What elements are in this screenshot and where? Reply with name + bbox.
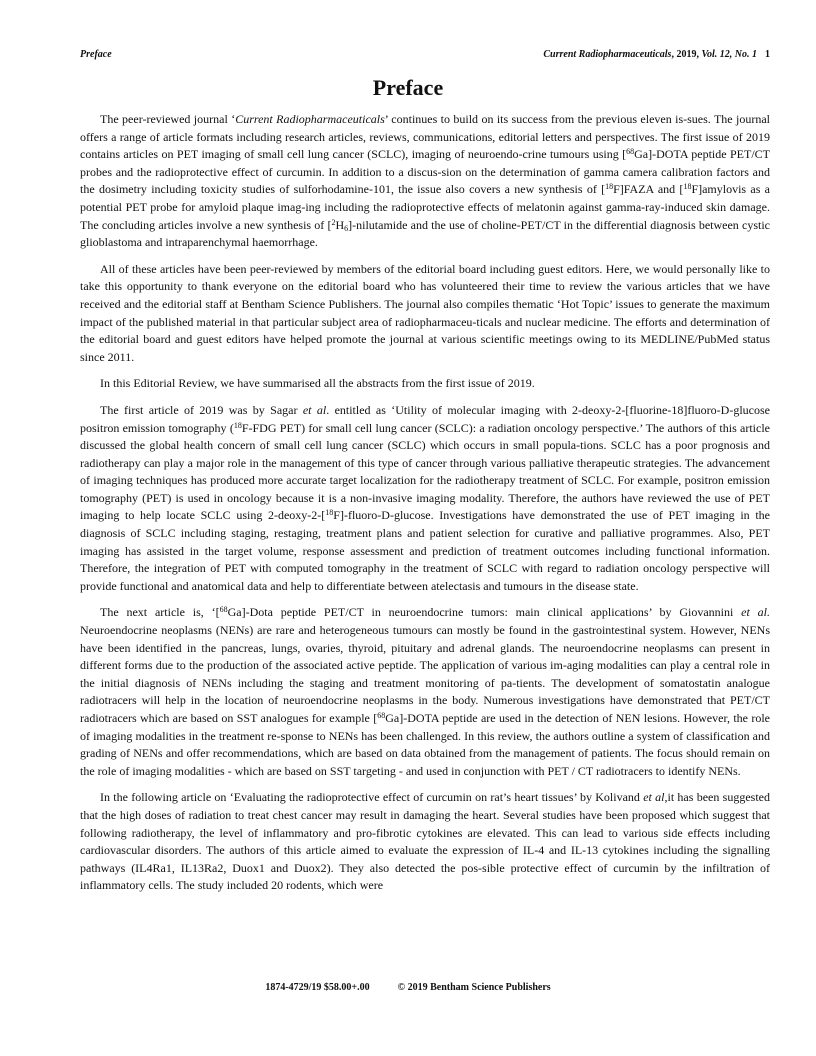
page-title: Preface <box>372 75 444 100</box>
text-run: H <box>335 217 345 232</box>
superscript: 2 <box>331 217 336 227</box>
paragraph-article-kolivand <box>80 789 770 895</box>
text-run: F]-fluoro-D-glucose. Investigations have demonstrated the use of PET imaging in the diagnosis of SCLC including staging, restaging, treatment plans and patient selection for curative and palliative programmes. Also, PET imaging has assisted in the target volume, response assessment and prediction of treatment outcomes including functional information. Therefore, the integration of PET with computed tomography in the treatment of SCLC with regard to radiation oncology perspective will provide functional and anatomical data and help to differentiate between atelectasis and tumours in the disease state. <box>80 508 770 593</box>
et-al-italic: et al. <box>741 605 770 620</box>
superscript: 18 <box>233 420 242 430</box>
text-run: F]FAZA and [ <box>613 182 684 197</box>
superscript: 18 <box>605 182 614 192</box>
superscript: 68 <box>377 711 386 720</box>
superscript: 18 <box>683 182 692 192</box>
text-run: In the following article on ‘Evaluating the radioprotective effect of curcumin on rat’s heart tissues’ by Kolivand <box>100 790 644 805</box>
superscript: 18 <box>325 508 334 518</box>
running-header-section: Preface <box>80 49 112 60</box>
text-run: . entitled as ‘Utility of molecular imaging with 2-deoxy-2-[fluorine-18]fluoro-D-glucose positron emission tomography ( <box>80 402 770 435</box>
text-run: F]amylovis as a potential PET probe for amyloid plaque imag-ing including the radioprotective effects of melatonin against gamma-ray-induced skin damage. The concluding articles involve a new synthesis of [ <box>80 182 770 232</box>
copyright-notice: © 2019 Bentham Science Publishers <box>397 982 551 993</box>
et-al-italic: et al <box>302 402 327 417</box>
text-run: ’ continues to build on its success from the previous eleven is-sues. The journal offers a range of article formats including research articles, reviews, communications, editorial letters and perspectives. The first issue of 2019 contains articles on PET imaging of small cell lung cancer (SCLC), imaging of neuroendo-crine tumours using [ <box>80 112 770 162</box>
superscript: 68 <box>219 605 228 615</box>
text-run: The next article is, ‘[ <box>100 605 220 620</box>
text-run: ]-nilutamide and the use of choline-PET/CT in the differential diagnosis between cystic glioblastoma and intraparenchymal haemorrhage. <box>80 217 770 250</box>
superscript: 68 <box>626 147 635 157</box>
paragraph-summary-intro: In this Editorial Review, we have summarised all the abstracts from the first issue of 2019. <box>100 376 535 391</box>
running-header-citation <box>543 48 770 62</box>
text-run: Neuroendocrine neoplasms (NENs) are rare and heterogeneous tumours can mostly be found in the gastrointestinal system. However, NENs have been identified in the pancreas, lungs, ovaries, thyroid, pituitary and adrenal glands. The neuroendocrine neoplasms can present in different forms due to the production of the associated active peptide. The application of various im-aging modalities can play a central role in the initial diagnosis of NENs including the staging and treatment monitoring of pa-tients. The development of somatostatin analogue radiotracers will help in the location of neuroendocrine neoplasms in the body. Numerous investigations have demonstrated that PET/CT radiotracers which are based on SST analogues for example [ <box>80 623 770 725</box>
text-run: F-FDG PET) for small cell lung cancer (SCLC): a radiation oncology perspective.’ The authors of this article discussed the global health concern of small cell lung cancer (SCLC) which occurs in small popula-tions. SCLC has a poor prognosis and radiotherapy can play a major role in the management of this type of cancer through various palliative therapeutic strategies. The advancement of imaging techniques has produced more accurate target localization for the radiotherapy treatment of SCLC. For example, positron emission tomography (PET) is used in oncology because it is a non-invasive imaging modality. Therefore, the authors have reviewed the use of PET imaging to help locate SCLC using 2-deoxy-2-[ <box>80 420 770 523</box>
paragraph-intro <box>80 111 770 252</box>
text-run: Ga]-DOTA peptide are used in the detection of NEN lesions. However, the role of imaging modalities in the treatment re-sponse to NENs has been challenged. In this review, the authors outline a system of classification and grading of NENs and offer recommendations, which are based on data obtained from the management of patients. The focus should remain on the role of imaging modalities - which are based on SST targeting - and used in conjunction with PET / CT radiotracers to identify NENs. <box>80 711 770 778</box>
et-al-italic: et al <box>643 790 665 805</box>
issn-price: 1874-4729/19 $58.00+.00 <box>265 982 370 993</box>
journal-name: Current Radiopharmaceuticals <box>543 49 672 60</box>
text-run: ,it has been suggested that the high doses of radiation to treat chest cancer may result in damaging the heart. Several studies have been proposed which suggest that following radiotherapy, the level of inflammatory and pro-fibrotic cytokines are elevated. This can lead to various side effects including cardiovascular disorders. The authors of this article aimed to evaluate the expression of IL-4 and IL-13 cytokines including the signalling pathways (IL4Ra1, IL13Ra2, Duox1 and Duox2). They also detected the pos-sible protective effect of curcumin by the infiltration of inflammatory cells. The study included 20 rodents, which were <box>80 790 770 893</box>
paragraph-article-sagar <box>80 402 770 596</box>
journal-year: , 2019, <box>671 49 702 60</box>
page-footer <box>0 981 816 995</box>
journal-volume: Vol. 12, No. 1 <box>701 49 757 60</box>
text-run: Ga]-Dota peptide PET/CT in neuroendocrine tumors: main clinical applications’ by Giovannini <box>227 605 742 620</box>
text-run: The first article of 2019 was by Sagar <box>100 402 303 417</box>
subscript: 6 <box>344 223 349 233</box>
page-number: 1 <box>765 49 770 60</box>
paragraph-acknowledgement: All of these articles have been peer-reviewed by members of the editorial board including guest editors. Here, we would personally like to take this opportunity to thank everyone on the editorial board who has volunteered their time to review the various articles that we have received and the editorial staff at Bentham Science Publishers. The journal also compiles thematic ‘Hot Topic’ issues to generate the maximum impact of the published material in that particular subject area of radiopharmaceu-ticals and nuclear medicine. The efforts and determination of the editorial board and guest editors have helped promote the journal at various scientific meetings owing to its MEDLINE/PubMed status since 2011. <box>80 261 770 364</box>
running-header <box>80 48 770 62</box>
journal-title-italic: Current Radiopharmaceuticals <box>235 112 385 126</box>
text-run: Ga]-DOTA peptide PET/CT probes and the radioprotective effect of curcumin. In addition to a discus-sion on the determination of gamma camera calibration factors and the dosimetry including toxicity studies of sulforhodamine-101, the issue also covers a new synthesis of [ <box>80 147 771 197</box>
text-run: The peer-reviewed journal ‘ <box>100 112 236 126</box>
article-body <box>80 111 770 904</box>
paragraph-article-giovannini <box>80 604 770 780</box>
